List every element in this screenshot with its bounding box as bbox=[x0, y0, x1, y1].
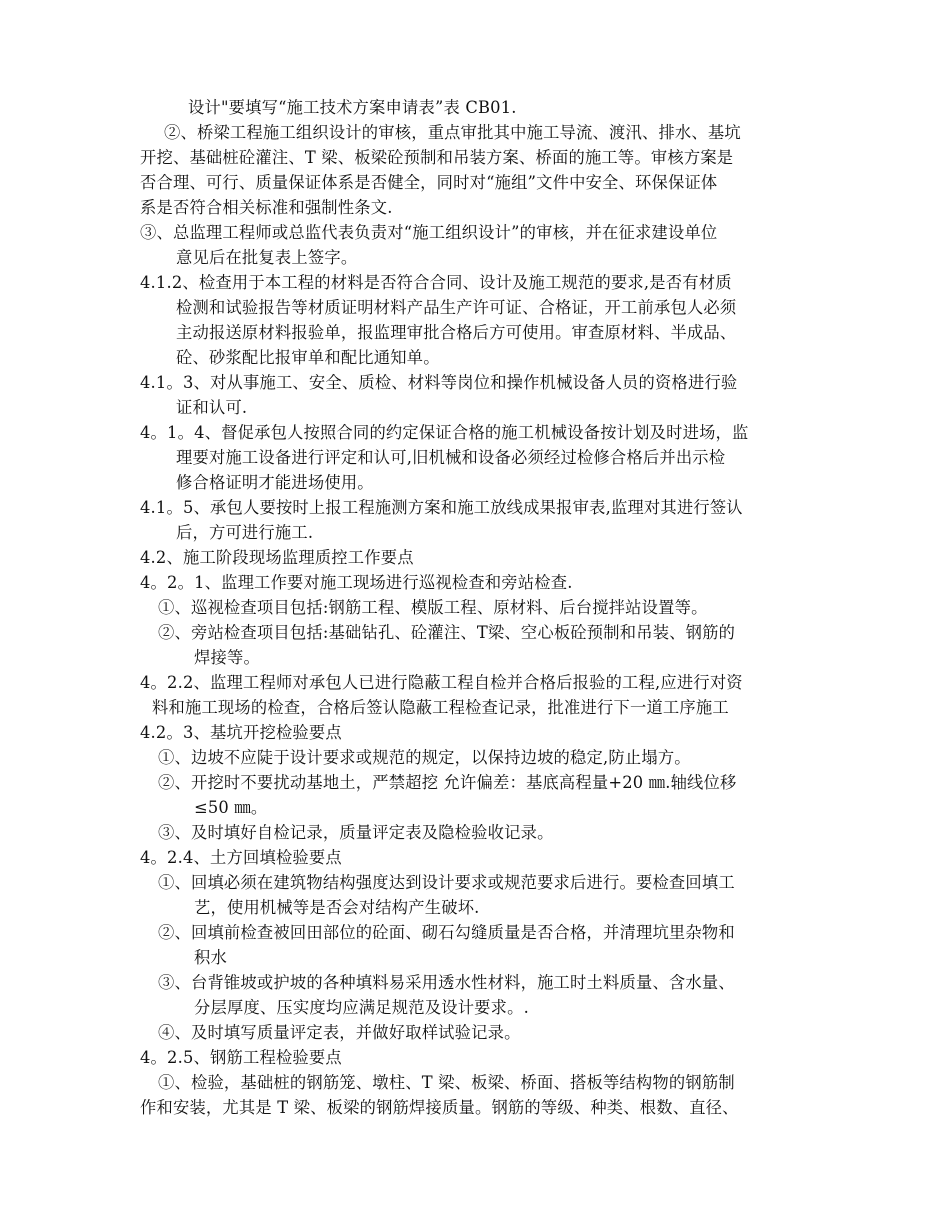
text-line: ①、检验，基础桩的钢筋笼、墩柱、T 梁、板梁、桥面、搭板等结构物的钢筋制 bbox=[158, 1073, 735, 1092]
text-line: 修合格证明才能进场使用。 bbox=[176, 473, 374, 492]
text-line: 理要对施工设备进行评定和认可,旧机械和设备必须经过检修合格后并出示检 bbox=[176, 448, 726, 467]
text-line: 系是否符合相关标准和强制性条文. bbox=[140, 198, 393, 217]
text-line: 艺，使用机械等是否会对结构产生破坏. bbox=[194, 898, 480, 917]
text-line: 分层厚度、压实度均应满足规范及设计要求。. bbox=[194, 998, 530, 1017]
text-line: 焊接等。 bbox=[194, 648, 260, 667]
text-line: 作和安装，尤其是 T 梁、板梁的钢筋焊接质量。钢筋的等级、种类、根数、直径、 bbox=[140, 1098, 739, 1117]
text-line: 开挖、基础桩砼灌注、T 梁、板梁砼预制和吊装方案、桥面的施工等。审核方案是 bbox=[140, 148, 734, 167]
text-line: 4。2。1、监理工作要对施工现场进行巡视检查和旁站检查. bbox=[140, 573, 573, 592]
text-line: 积水 bbox=[194, 948, 227, 967]
text-line: 4。2.2、监理工程师对承包人已进行隐蔽工程自检并合格后报验的工程,应进行对资 bbox=[140, 673, 743, 692]
text-line: ①、边坡不应陡于设计要求或规范的规定，以保持边坡的稳定,防止塌方。 bbox=[158, 748, 691, 767]
section-heading: 4。2.5、钢筋工程检验要点 bbox=[140, 1048, 342, 1067]
text-line: ②、回填前检查被回田部位的砼面、砌石勾缝质量是否合格，并清理坑里杂物和 bbox=[158, 923, 735, 942]
text-line: ④、及时填写质量评定表，并做好取样试验记录。 bbox=[158, 1023, 521, 1042]
text-line: ≤50 ㎜。 bbox=[194, 798, 268, 817]
text-line: 设计"要填写“施工技术方案申请表”表 CB01. bbox=[188, 98, 517, 117]
section-heading: 4。2.4、土方回填检验要点 bbox=[140, 848, 342, 867]
text-line: ②、桥梁工程施工组织设计的审核，重点审批其中施工导流、渡汛、排水、基坑 bbox=[164, 123, 741, 142]
text-line: ③、总监理工程师或总监代表负责对“施工组织设计”的审核，并在征求建设单位 bbox=[140, 223, 718, 242]
section-heading: 4.2、施工阶段现场监理质控工作要点 bbox=[140, 548, 414, 567]
text-line: ②、旁站检查项目包括:基础钻孔、砼灌注、T梁、空心板砼预制和吊装、钢筋的 bbox=[158, 623, 736, 642]
text-line: 砼、砂浆配比报审单和配比通知单。 bbox=[176, 348, 440, 367]
text-line: ②、开挖时不要扰动基地土，严禁超挖 允许偏差：基底高程量+20 ㎜.轴线位移 bbox=[158, 773, 737, 792]
text-line: 料和施工现场的检查，合格后签认隐蔽工程检查记录，批准进行下一道工序施工 bbox=[152, 698, 729, 717]
text-line: 主动报送原材料报验单，报监理审批合格后方可使用。审查原材料、半成品、 bbox=[176, 323, 737, 342]
text-line: ③、及时填好自检记录，质量评定表及隐检验收记录。 bbox=[158, 823, 554, 842]
text-line: ①、巡视检查项目包括:钢筋工程、模版工程、原材料、后台搅拌站设置等。 bbox=[158, 598, 708, 617]
text-line: 意见后在批复表上签字。 bbox=[176, 248, 358, 267]
text-line: 证和认可. bbox=[176, 398, 248, 417]
section-heading: 4.2。3、基坑开挖检验要点 bbox=[140, 723, 342, 742]
text-line: ①、回填必须在建筑物结构强度达到设计要求或规范要求后进行。要检查回填工 bbox=[158, 873, 735, 892]
text-line: 检测和试验报告等材质证明材料产品生产许可证、合格证，开工前承包人必须 bbox=[176, 298, 737, 317]
text-line: 否合理、可行、质量保证体系是否健全，同时对“施组”文件中安全、环保保证体 bbox=[140, 173, 718, 192]
text-line: 后，方可进行施工. bbox=[176, 523, 314, 542]
text-line: 4.1.2、检查用于本工程的材料是否符合合同、设计及施工规范的要求,是否有材质 bbox=[140, 273, 732, 292]
text-line: 4.1。3、对从事施工、安全、质检、材料等岗位和操作机械设备人员的资格进行验 bbox=[140, 373, 738, 392]
text-line: ③、台背锥坡或护坡的各种填料易采用透水性材料，施工时土料质量、含水量、 bbox=[158, 973, 735, 992]
text-line: 4。1。4、督促承包人按照合同的约定保证合格的施工机械设备按计划及时进场，监 bbox=[140, 423, 749, 442]
text-line: 4.1。5、承包人要按时上报工程施测方案和施工放线成果报审表,监理对其进行签认 bbox=[140, 498, 743, 517]
